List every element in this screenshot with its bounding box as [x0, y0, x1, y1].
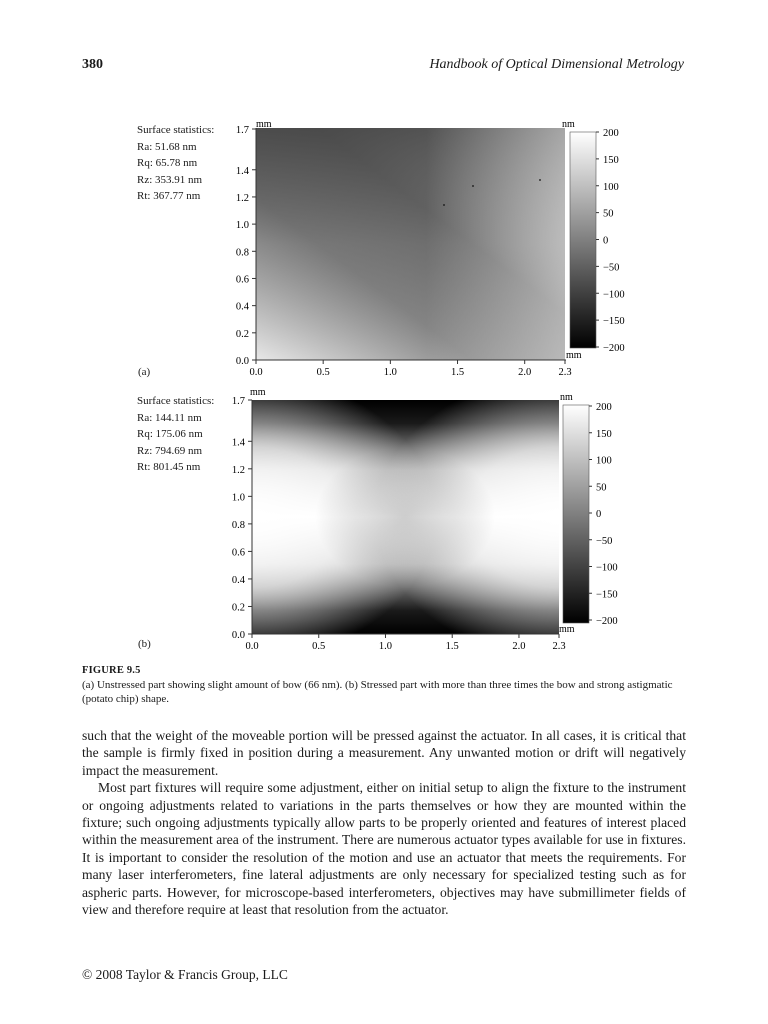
panel-a-stats-title: Surface statistics: — [137, 124, 215, 136]
colorbar-tick-label: 150 — [603, 154, 619, 166]
x-tick-label: 2.3 — [552, 641, 566, 652]
x-tick-label: 1.0 — [383, 367, 397, 378]
colorbar-tick-label: −100 — [596, 562, 618, 574]
y-tick-label: 0.0 — [231, 630, 245, 641]
panel-b-rt: Rt: 801.45 nm — [137, 461, 201, 473]
colorbar-tick-label: 0 — [603, 235, 609, 247]
panel-a-plot — [236, 119, 625, 378]
panel-a-rz: Rz: 353.91 nm — [137, 173, 203, 186]
panel-b-ra: Ra: 144.11 nm — [137, 411, 202, 424]
panel-a-rq: Rq: 65.78 nm — [137, 157, 198, 169]
panel-b-colorbar — [563, 405, 589, 623]
running-title: Handbook of Optical Dimensional Metrology — [429, 57, 684, 72]
y-tick-label: 0.6 — [231, 547, 245, 559]
colorbar-tick-label: 50 — [603, 208, 614, 220]
x-tick-label: 2.0 — [512, 641, 526, 652]
y-tick-label: 1.0 — [235, 220, 249, 232]
y-tick-label: 1.7 — [231, 396, 245, 407]
x-tick-label: 2.3 — [558, 367, 572, 378]
y-tick-label: 0.6 — [235, 274, 249, 286]
panel-a-rt: Rt: 367.77 nm — [137, 190, 201, 202]
panel-a-colorbar-unit: nm — [562, 119, 575, 130]
panel-b-rq: Rq: 175.06 nm — [137, 428, 203, 440]
panel-a-speck — [472, 185, 474, 187]
y-tick-label: 1.0 — [231, 492, 245, 504]
y-tick-label: 0.2 — [235, 328, 249, 340]
panel-b-rz: Rz: 794.69 nm — [137, 444, 203, 457]
panel-b-label: (b) — [138, 638, 151, 650]
colorbar-tick-label: 100 — [596, 455, 612, 467]
panel-a-speck — [539, 179, 541, 181]
panel-b-x-unit: mm — [559, 624, 575, 635]
y-tick-label: 0.8 — [235, 247, 249, 259]
colorbar-tick-label: 200 — [596, 402, 612, 413]
colorbar-tick-label: 150 — [596, 428, 612, 440]
y-tick-label: 1.2 — [235, 192, 249, 204]
colorbar-tick-label: −50 — [603, 262, 620, 274]
panel-b-plot — [232, 387, 618, 652]
page-number: 380 — [82, 57, 103, 72]
colorbar-tick-label: 200 — [603, 128, 619, 139]
colorbar-tick-label: −150 — [603, 316, 625, 328]
body-text — [82, 727, 686, 918]
x-tick-label: 0.0 — [245, 641, 259, 652]
x-tick-label: 2.0 — [518, 367, 532, 378]
panel-b-stats — [137, 393, 214, 476]
colorbar-tick-label: 0 — [596, 509, 602, 520]
x-tick-label: 1.0 — [378, 641, 393, 652]
panel-a-surface-highlight — [256, 128, 565, 360]
colorbar-tick-label: −150 — [596, 589, 618, 601]
panel-a-label: (a) — [138, 366, 151, 378]
panel-a-ra: Ra: 51.68 nm — [137, 140, 197, 153]
y-tick-label: 0.4 — [231, 574, 245, 586]
colorbar-tick-label: −200 — [603, 343, 625, 354]
panel-a-colorbar — [570, 132, 596, 348]
y-tick-label: 1.4 — [231, 437, 245, 449]
colorbar-tick-label: −200 — [596, 616, 618, 627]
panel-b-colorbar-unit: nm — [560, 392, 573, 403]
figure-label: FIGURE 9.5 — [82, 665, 141, 676]
y-tick-label: 0.0 — [235, 356, 249, 367]
body-paragraph: Most part fixtures will require some adjustment, either on initial setup to align the fixture to the instrument or ongoing adjustments related to variations in the parts themselves or how they are mounted within the fixture; such ongoing adjustments typically allow parts to be properly oriented and features of interest placed within the measurement area of the instrument. There are numerous actuator types available for use in fixtures. It is important to consider the resolution of the motion and use an actuator that meets the requirements. For many laser interferometers, fine lateral adjustments are only necessary for specialized testing such as for aspheric parts. However, for microscope-based interferometers, objectives may have submillimeter fields of view and therefore require at least that resolution from the actuator. — [82, 780, 686, 918]
y-tick-label: 0.8 — [231, 519, 245, 531]
colorbar-tick-label: −50 — [596, 535, 613, 547]
colorbar-tick-label: 100 — [603, 181, 619, 193]
y-tick-label: 0.2 — [231, 602, 245, 614]
x-tick-label: 0.5 — [316, 367, 330, 378]
figure-caption — [82, 664, 692, 706]
panel-a-y-unit: mm — [256, 119, 272, 130]
y-tick-label: 1.7 — [235, 125, 249, 136]
body-paragraph: such that the weight of the moveable portion will be pressed against the actuator. In all cases, it is critical that the sample is firmly fixed in position during a measurement. Any unwanted motion or drift will negatively impact the measurement. — [82, 728, 686, 778]
y-tick-label: 1.2 — [231, 464, 245, 476]
y-tick-label: 0.4 — [235, 301, 249, 313]
colorbar-tick-label: 50 — [596, 482, 607, 494]
x-tick-label: 0.0 — [249, 367, 263, 378]
x-tick-label: 1.5 — [445, 641, 459, 652]
panel-a-speck — [443, 204, 445, 206]
panel-a-x-unit: mm — [566, 350, 582, 361]
figure-caption-text: (a) Unstressed part showing slight amount of bow (66 nm). (b) Stressed part with more than three times the bow and strong astigmatic (potato chip) shape. — [82, 679, 673, 705]
panel-b-stats-title: Surface statistics: — [137, 395, 215, 407]
panel-b-center-saddle — [315, 447, 495, 587]
copyright-footer: © 2008 Taylor & Francis Group, LLC — [82, 967, 288, 982]
panel-b-y-unit: mm — [250, 387, 266, 398]
x-tick-label: 0.5 — [312, 641, 326, 652]
colorbar-tick-label: −100 — [603, 289, 625, 301]
x-tick-label: 1.5 — [450, 367, 465, 378]
y-tick-label: 1.4 — [235, 165, 249, 177]
